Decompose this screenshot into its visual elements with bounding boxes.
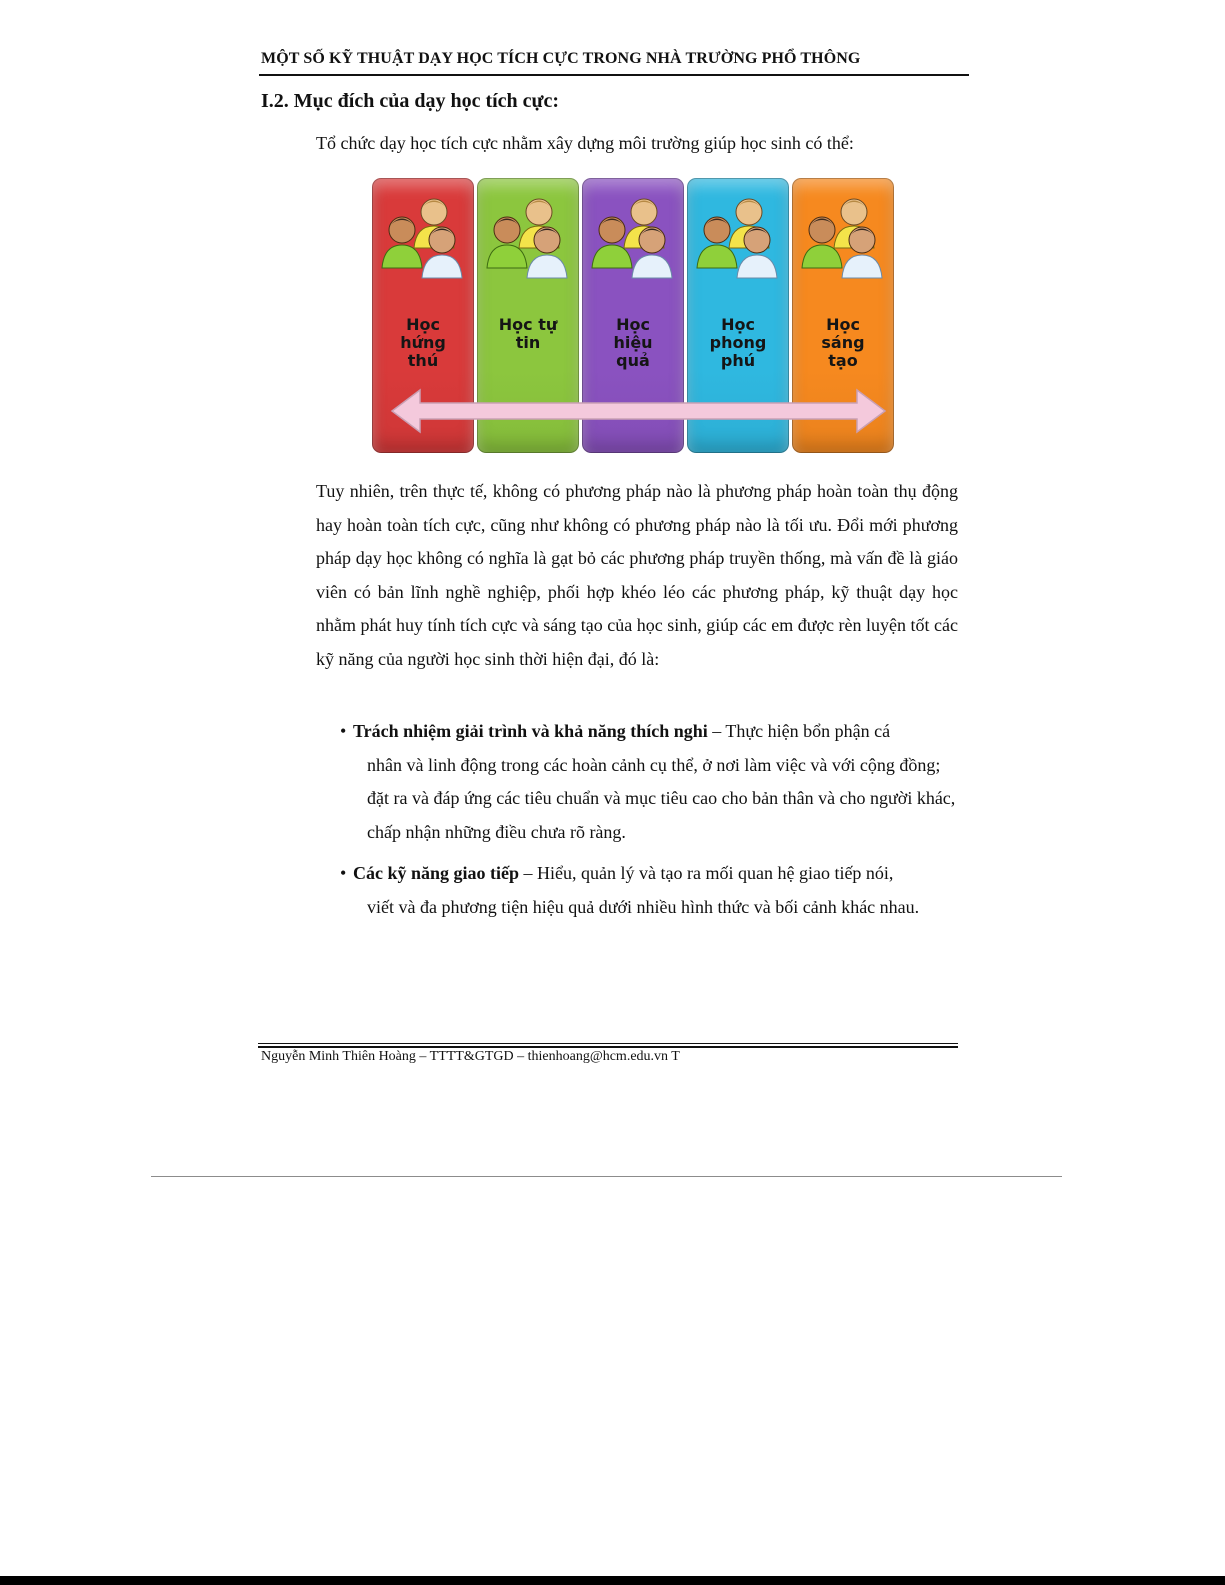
people-group-icon	[481, 190, 575, 282]
bullet-term: Trách nhiệm giải trình và khả năng thích nghi	[353, 721, 708, 741]
goal-label: Học hiệu quả	[613, 315, 653, 370]
bullet-item	[340, 857, 958, 924]
page-divider	[151, 1176, 1062, 1177]
people-group-icon	[796, 190, 890, 282]
bullet-item	[340, 715, 958, 849]
bullet-term: Các kỹ năng giao tiếp	[353, 863, 520, 883]
section-heading: I.2. Mục đích của dạy học tích cực:	[261, 90, 560, 112]
people-group-icon	[376, 190, 470, 282]
footer-divider	[258, 1043, 958, 1044]
header-divider	[259, 74, 969, 76]
bullet-icon: •	[340, 863, 347, 883]
footer-divider	[258, 1046, 958, 1048]
double-arrow-icon	[372, 386, 905, 436]
running-header: MỘT SỐ KỸ THUẬT DẠY HỌC TÍCH CỰC TRONG NHÀ TRƯỜNG PHỔ THÔNG	[261, 50, 861, 67]
people-group-icon	[586, 190, 680, 282]
goal-label: Học tự tin	[498, 315, 558, 352]
page-bottom-bar	[0, 1576, 1225, 1585]
bullet-icon: •	[340, 721, 347, 741]
intro-sentence: Tổ chức dạy học tích cực nhằm xây dựng môi trường giúp học sinh có thể:	[316, 133, 854, 153]
goal-label: Học phong phú	[709, 315, 767, 370]
people-group-icon	[691, 190, 785, 282]
bullet-desc-start: – Thực hiện bổn phận cá	[707, 721, 891, 741]
learning-goals-figure	[372, 176, 905, 458]
goal-label: Học hứng thú	[400, 315, 446, 370]
body-paragraph: Tuy nhiên, trên thực tế, không có phương pháp nào là phương pháp hoàn toàn thụ động hay hoàn toàn tích cực, cũng như không có phương pháp nào là tối ưu. Đổi mới phương pháp dạy học không có nghĩa là gạt bỏ các phương pháp truyền thống, mà vấn đề là giáo viên có bản lĩnh nghề nghiệp, phối hợp khéo léo các phương pháp, kỹ thuật dạy học nhằm phát huy tính tích cực và sáng tạo của học sinh, giúp các em được rèn luyện tốt các kỹ năng của người học sinh thời hiện đại, đó là:	[316, 481, 958, 669]
goal-label: Học sáng tạo	[821, 315, 865, 370]
footer-author: Nguyễn Minh Thiên Hoàng – TTTT&GTGD – thienhoang@hcm.edu.vn T	[261, 1049, 680, 1064]
bullet-desc-start: – Hiểu, quản lý và tạo ra mối quan hệ giao tiếp nói,	[519, 863, 894, 883]
bullet-desc: nhân và linh động trong các hoàn cảnh cụ thể, ở nơi làm việc và với cộng đồng; đặt ra và đáp ứng các tiêu chuẩn và mục tiêu cao cho bản thân và cho người khác, chấp nhận những điều chưa rõ ràng.	[367, 754, 956, 842]
bullet-desc: viết và đa phương tiện hiệu quả dưới nhiều hình thức và bối cảnh khác nhau.	[367, 896, 920, 917]
